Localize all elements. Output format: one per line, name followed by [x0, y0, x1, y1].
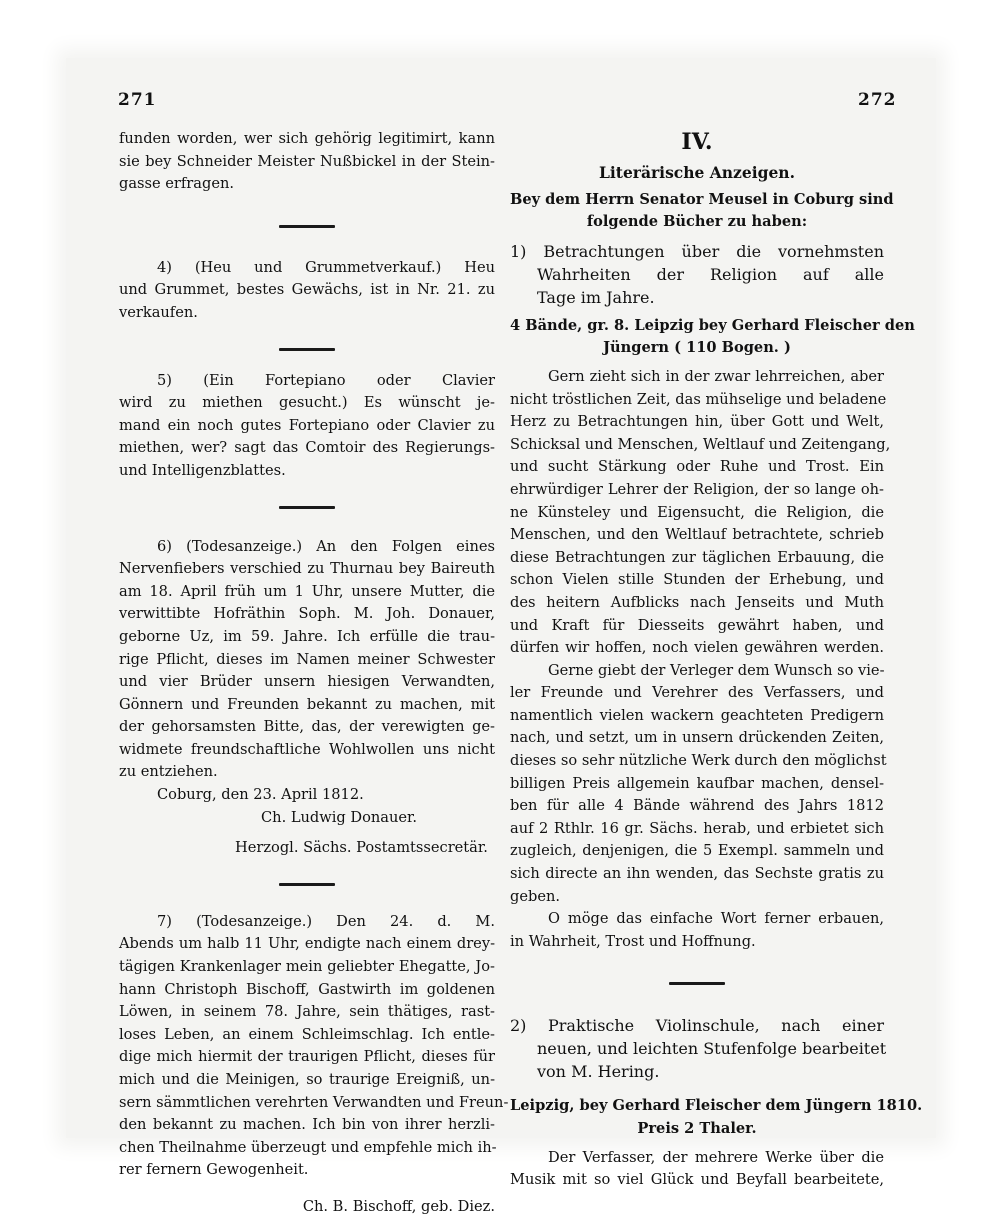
text-line: und Grummet, bestes Gewächs, ist in Nr. 21. zu: [119, 281, 495, 299]
book-title-2: [510, 1014, 887, 1083]
section-divider: [279, 883, 335, 886]
text-line: sich directe an ihn wenden, das Sechste gratis zu: [510, 865, 884, 883]
continuation-notice: [119, 128, 495, 196]
notice-signature: Ch. B. Bischoff, geb. Diez.: [302, 1197, 495, 1215]
section-divider: [279, 348, 335, 351]
text-line: mand ein noch gutes Fortepiano oder Clavier zu: [119, 416, 495, 434]
text-line: ehrwürdiger Lehrer der Religion, der so lange oh-: [510, 480, 884, 498]
text-line: am 18. April früh um 1 Uhr, unsere Mutter, die: [119, 582, 495, 600]
text-line: zugleich, denjenigen, die 5 Exempl. sammeln und: [510, 842, 884, 860]
notice-death-donauer: [119, 536, 495, 860]
text-line: neuen, und leichten Stufenfolge bearbeitet: [537, 1039, 887, 1059]
book-price: Preis 2 Thaler.: [637, 1120, 757, 1137]
text-line: loses Leben, an einem Schleimschlag. Ich entle-: [119, 1025, 495, 1043]
text-line: Herz zu Betrachtungen hin, über Gott und Welt,: [510, 413, 884, 431]
text-line: billigen Preis allgemein kaufbar machen, densel-: [510, 774, 884, 792]
text-line: zu entziehen.: [119, 763, 218, 781]
text-line: geben.: [510, 887, 560, 905]
text-line: verkaufen.: [119, 303, 198, 321]
text-line: auf 2 Rthlr. 16 gr. Sächs. herab, und erbietet sich: [510, 819, 884, 837]
text-line: Musik mit so viel Glück und Beyfall bearbeitete,: [510, 1171, 884, 1189]
text-line: 4 Bände, gr. 8. Leipzig bey Gerhard Fleischer den: [510, 316, 915, 334]
notice-hay-sale: [119, 257, 495, 325]
text-line: Schicksal und Menschen, Weltlauf und Zeitengang,: [510, 435, 891, 453]
text-line: Nervenfiebers verschied zu Thurnau bey Baireuth: [119, 560, 495, 578]
text-line: Jüngern ( 110 Bogen. ): [603, 339, 791, 357]
book-imprint-1: [510, 315, 915, 360]
text-line: gasse erfragen.: [119, 175, 235, 193]
page-number-left: 271: [118, 90, 157, 110]
text-line: wird zu miethen gesucht.) Es wünscht je-: [119, 394, 495, 412]
text-line: 6) (Todesanzeige.) An den Folgen eines: [157, 537, 495, 555]
right-column: [510, 128, 923, 1192]
text-line: Leipzig, bey Gerhard Fleischer dem Jüngern 1810.: [510, 1097, 923, 1115]
text-line: 1) Betrachtungen über die vornehmsten: [510, 241, 884, 261]
section-divider: [279, 225, 335, 228]
text-line: und Kraft für Diesseits gewährt haben, und: [510, 616, 884, 634]
notice-signature: Ch. Ludwig Donauer.: [261, 808, 418, 826]
text-line: nach, und setzt, um in unsern drückenden Zeiten,: [510, 729, 884, 747]
section-divider: [669, 982, 725, 985]
notice-signer-title: Herzogl. Sächs. Postamtssecretär.: [235, 839, 488, 857]
text-line: Bey dem Herrn Senator Meusel in Coburg sind: [510, 190, 894, 208]
text-line: und Intelligenzblattes.: [119, 461, 286, 479]
text-line: und sucht Stärkung oder Ruhe und Trost. Ein: [510, 458, 884, 476]
book-title-1: [510, 240, 884, 309]
text-line: hann Christoph Bischoff, Gastwirth im goldenen: [119, 980, 495, 998]
text-line: dürfen wir hoffen, noch vielen gewähren werden.: [510, 639, 884, 657]
text-line: Gerne giebt der Verleger dem Wunsch so vie-: [548, 661, 885, 679]
section-divider: [279, 506, 335, 509]
notice-date: Coburg, den 23. April 1812.: [157, 786, 364, 804]
book-imprint-2: [510, 1095, 923, 1140]
text-line: schon Vielen stille Stunden der Erhebung, und: [510, 571, 884, 589]
text-line: Löwen, in seinem 78. Jahre, sein thätiges, rast-: [119, 1003, 495, 1021]
text-line: mich und die Meinigen, so traurige Ereigniß, un-: [119, 1071, 495, 1088]
text-line: den bekannt zu machen. Ich bin von ihrer herzli-: [119, 1116, 495, 1134]
text-line: diese Betrachtungen zur täglichen Erbauung, die: [510, 548, 884, 566]
book-description-2: [510, 1147, 884, 1192]
text-line: verwittibte Hofräthin Soph. M. Joh. Donauer,: [119, 605, 495, 623]
text-line: Der Verfasser, der mehrere Werke über die: [548, 1148, 884, 1166]
text-line: folgende Bücher zu haben:: [586, 213, 808, 231]
text-line: tägigen Krankenlager mein geliebter Ehegatte, Jo-: [119, 958, 495, 976]
text-line: in Wahrheit, Trost und Hoffnung.: [510, 932, 756, 950]
intro-text: [510, 189, 894, 234]
text-line: nicht tröstlichen Zeit, das mühselige und beladene: [510, 390, 887, 408]
text-line: des heitern Aufblicks nach Jenseits und Muth: [510, 593, 884, 611]
text-line: widmete freundschaftliche Wohlwollen uns nicht: [119, 740, 495, 758]
text-line: funden worden, wer sich gehörig legitimirt, kann: [119, 130, 495, 147]
text-line: ne Künsteley und Eigensucht, die Religion, die: [510, 503, 884, 521]
book-description-1: [510, 366, 891, 953]
text-line: rige Pflicht, dieses im Namen meiner Schwester: [119, 650, 495, 668]
text-line: chen Theilnahme überzeugt und empfehle mich ih-: [119, 1138, 497, 1156]
text-line: Wahrheiten der Religion auf alle: [537, 264, 884, 284]
text-line: ler Freunde und Verehrer des Verfassers, und: [510, 684, 884, 702]
text-line: der gehorsamsten Bitte, das, der verewigten ge-: [119, 718, 495, 736]
text-line: ben für alle 4 Bände während des Jahrs 1812: [510, 797, 884, 815]
text-line: sie bey Schneider Meister Nußbickel in der Stein-: [119, 152, 495, 170]
text-line: namentlich vielen wackern geachteten Predigern: [510, 706, 884, 724]
text-line: miethen, wer? sagt das Comtoir des Regierungs-: [119, 439, 495, 457]
text-line: geborne Uz, im 59. Jahre. Ich erfülle die trau-: [119, 627, 495, 645]
text-line: rer fernern Gewogenheit.: [119, 1161, 309, 1179]
notice-fortepiano: [119, 370, 495, 483]
text-line: sern sämmtlichen verehrten Verwandten und Freun-: [119, 1093, 509, 1111]
text-line: Gönnern und Freunden bekannt zu machen, mit: [119, 695, 495, 713]
text-line: 4) (Heu und Grummetverkauf.) Heu: [157, 258, 495, 276]
page-number-right: 272: [858, 90, 897, 110]
text-line: Tage im Jahre.: [537, 287, 655, 307]
text-line: Gern zieht sich in der zwar lehrreichen, aber: [548, 367, 884, 385]
text-line: dige mich hiermit der traurigen Pflicht, dieses für: [119, 1048, 495, 1066]
section-title: Literärische Anzeigen.: [599, 163, 795, 182]
section-number: IV.: [681, 129, 713, 155]
text-line: 5) (Ein Fortepiano oder Clavier: [157, 371, 495, 389]
notice-death-bischoff: [119, 911, 509, 1219]
text-line: O möge das einfache Wort ferner erbauen,: [548, 910, 884, 928]
text-line: und vier Brüder unsern hiesigen Verwandten,: [119, 673, 495, 691]
text-line: von M. Hering.: [537, 1062, 660, 1082]
text-line: 2) Praktische Violinschule, nach einer: [510, 1016, 884, 1036]
text-line: Abends um halb 11 Uhr, endigte nach einem drey-: [119, 935, 495, 953]
text-line: Menschen, und den Weltlauf betrachtete, schrieb: [510, 526, 884, 544]
text-line: dieses so sehr nützliche Werk durch den möglichst: [510, 752, 887, 770]
text-line: 7) (Todesanzeige.) Den 24. d. M.: [157, 912, 495, 930]
left-column: [119, 128, 509, 1219]
